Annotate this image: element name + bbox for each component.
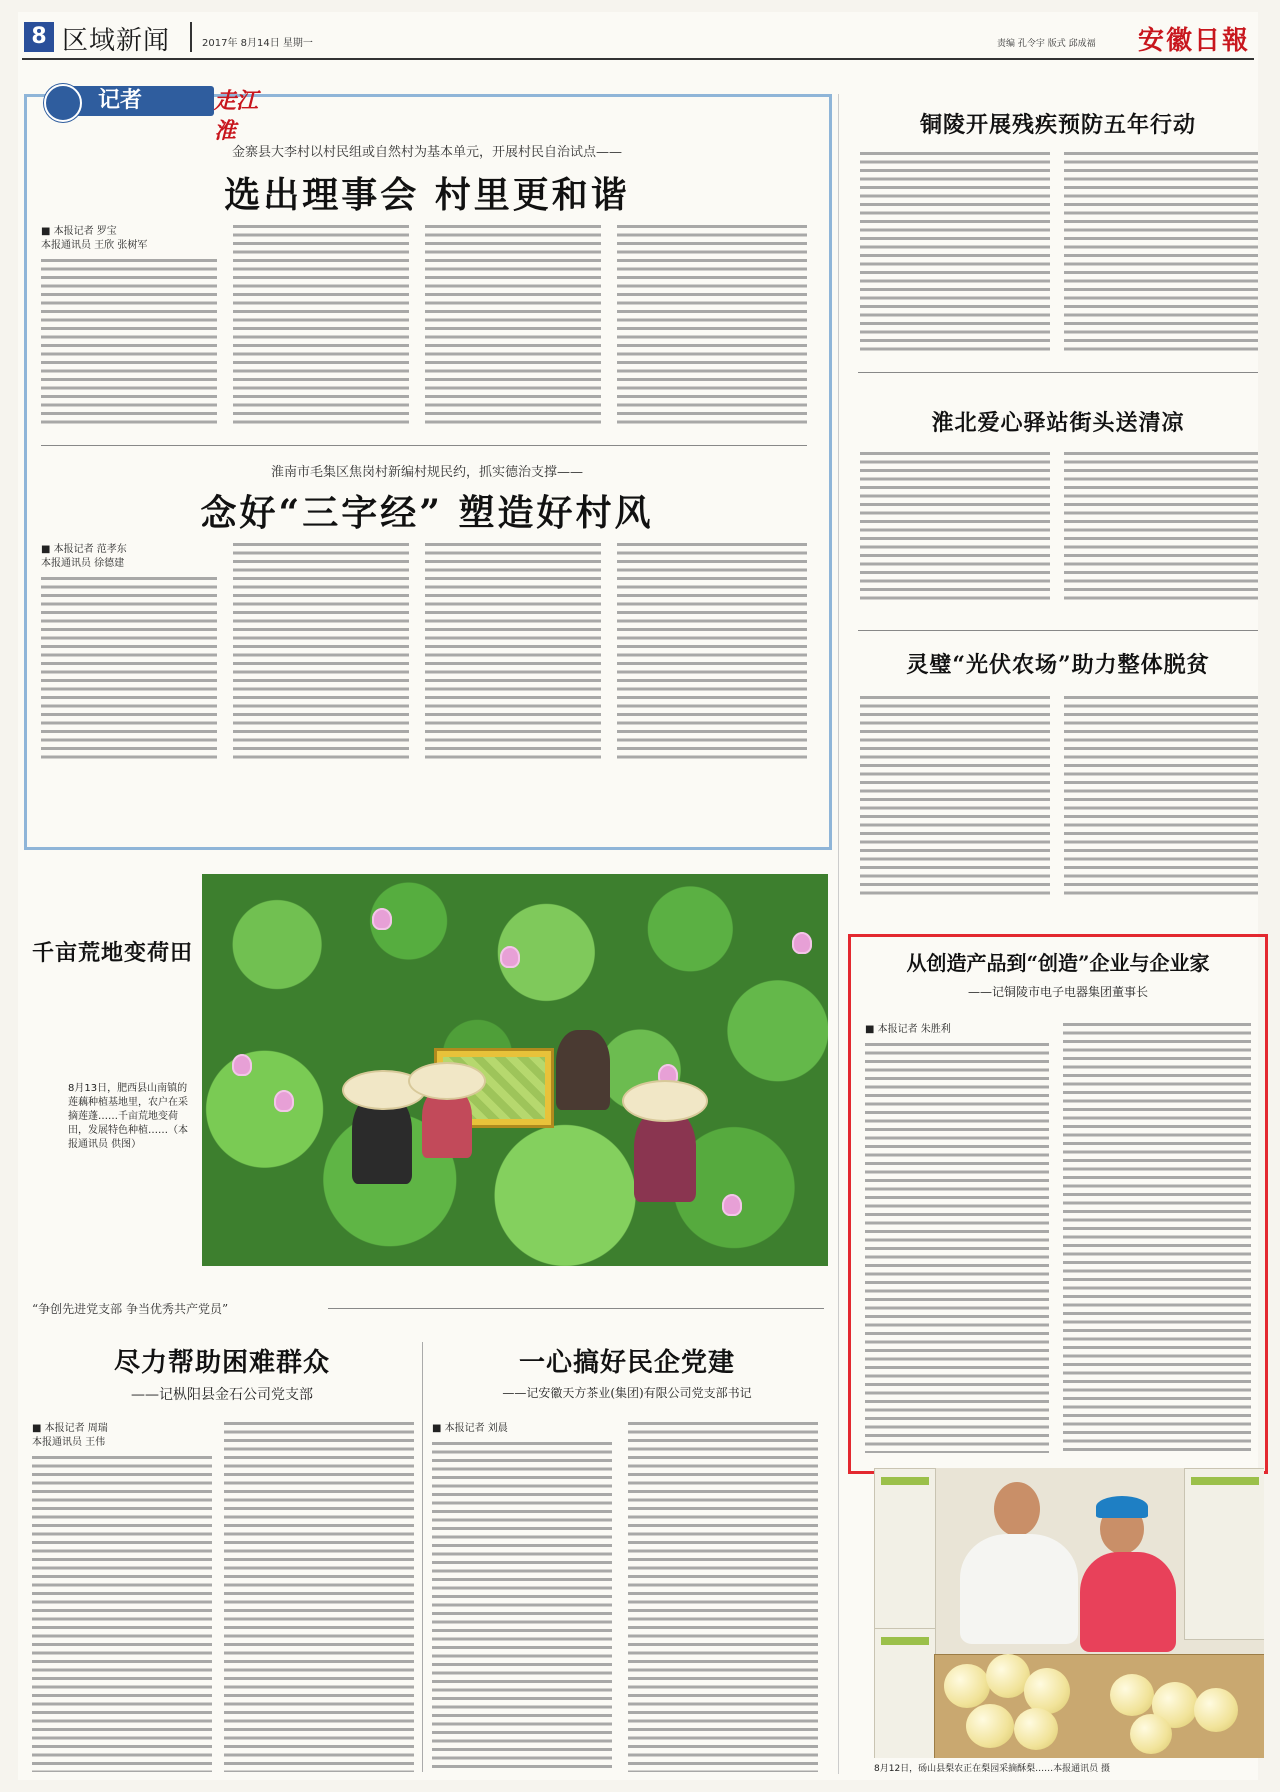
story2-text-col1 [41, 577, 217, 761]
right-story3-headline: 灵璧“光伏农场”助力整体脱贫 [906, 652, 1210, 678]
section-name: 区域新闻 [62, 26, 171, 56]
right-story1-text-col2 [1064, 152, 1258, 352]
bottom-right-text-col2 [628, 1422, 818, 1772]
bottom-left-headline: 尽力帮助困难群众 [113, 1348, 330, 1378]
right-story2-text-col1 [860, 452, 1050, 602]
story1-text-col2 [233, 225, 409, 429]
newspaper-page [18, 12, 1258, 1780]
pear [1024, 1668, 1070, 1714]
date-info: 2017年 8月14日 星期一 [202, 38, 313, 49]
lotus-flower-icon [722, 1194, 742, 1216]
photo1-title: 千亩荒地变荷田 [32, 940, 194, 966]
pear [1130, 1714, 1172, 1754]
story2-text-col4 [617, 543, 807, 761]
lotus-flower-icon [232, 1054, 252, 1076]
pear [966, 1704, 1014, 1748]
right-story1-text-col1 [860, 152, 1050, 352]
highlight-text-col1 [865, 1043, 1049, 1453]
straw-hat-icon [622, 1080, 708, 1122]
story-divider [41, 445, 807, 446]
story2-text-col3 [425, 543, 601, 761]
lotus-flower-icon [274, 1090, 294, 1112]
story1-text-col4 [617, 225, 807, 429]
fruit-box [1184, 1468, 1264, 1640]
lotus-flower-icon [792, 932, 812, 954]
bottom-left-subhead: ——记枞阳县金石公司党支部 [131, 1387, 313, 1403]
highlight-headline: 从创造产品到“创造”企业与企业家 [906, 951, 1210, 975]
fruit-box [874, 1628, 936, 1758]
right-story2-text-col2 [1064, 452, 1258, 602]
farmer-figure [634, 1110, 696, 1202]
masthead [22, 18, 1254, 60]
pear-photo-caption: 8月12日，砀山县梨农正在梨园采摘酥梨……本报通讯员 摄 [874, 1764, 1111, 1774]
feature-box [24, 94, 832, 850]
lotus-flower-icon [372, 908, 392, 930]
fruit-box [874, 1468, 936, 1630]
story2-kicker: 淮南市毛集区焦岗村新编村规民约，抓实德治支撑—— [270, 465, 583, 480]
photo1-caption: 8月13日，肥西县山南镇的莲藕种植基地里，农户在采摘莲蓬……千亩荒地变荷田，发展特色种植……（本报通讯员 供图） [68, 1083, 188, 1150]
series-kicker: “争创先进党支部 争当优秀共产党员” [32, 1302, 229, 1316]
story1-headline: 选出理事会 村里更和谐 [224, 174, 630, 216]
right-story2-headline: 淮北爱心驿站街头送清凉 [931, 410, 1185, 436]
lotus-field-photo [202, 874, 828, 1266]
right-story1-headline: 铜陵开展残疾预防五年行动 [919, 112, 1196, 138]
paper-name: 安徽日報 [1137, 26, 1250, 56]
pear [944, 1664, 990, 1708]
pear [1014, 1708, 1058, 1750]
highlight-text-col2 [1063, 1023, 1251, 1453]
man-figure [960, 1534, 1078, 1644]
story2-text-col2 [233, 543, 409, 761]
bottom-right-byline: ■ 本报记者 刘晨 [432, 1423, 508, 1434]
pear [1110, 1674, 1154, 1716]
bottom-left-text-col1 [32, 1456, 212, 1772]
right-column-divider [838, 94, 839, 1774]
bottom-divider [422, 1342, 423, 1772]
series-rule [328, 1308, 824, 1309]
story1-kicker: 金寨县大李村以村民组或自然村为基本单元，开展村民自治试点—— [231, 145, 622, 160]
story1-byline: ■ 本报记者 罗宝 本报通讯员 王欣 张树军 [41, 226, 148, 251]
story1-text-col1 [41, 259, 217, 429]
story1-text-col3 [425, 225, 601, 429]
story2-headline: 念好“三字经” 塑造好村风 [200, 492, 654, 534]
straw-hat-icon [408, 1062, 486, 1100]
page-number: 8 [24, 22, 54, 52]
camera-icon [44, 84, 82, 122]
column-logo-tail: 走江淮 [214, 88, 259, 144]
story2-byline: ■ 本报记者 范孝东 本报通讯员 徐德建 [41, 544, 127, 569]
right-divider [858, 372, 1258, 373]
bottom-left-text-col2 [224, 1422, 414, 1772]
editor-info: 责编 孔令宇 版式 邱成福 [997, 39, 1096, 49]
woman-figure [1080, 1552, 1176, 1652]
highlight-byline: ■ 本报记者 朱胜利 [865, 1024, 951, 1035]
pear-harvest-photo [874, 1468, 1264, 1758]
highlight-subhead: ——记铜陵市电子电器集团董事长 [967, 985, 1148, 999]
right-story3-text-col2 [1064, 696, 1258, 896]
highlighted-article [848, 934, 1268, 1474]
bottom-right-text-col1 [432, 1442, 612, 1772]
column-logo [44, 80, 270, 144]
column-logo-label: 记者 [64, 86, 214, 116]
lotus-flower-icon [500, 946, 520, 968]
cap-icon [1096, 1496, 1148, 1518]
bottom-left-byline: ■ 本报记者 周瑞 本报通讯员 王伟 [32, 1423, 108, 1448]
bottom-right-subhead: ——记安徽天方茶业(集团)有限公司党支部书记 [502, 1386, 752, 1400]
pear [1194, 1688, 1238, 1732]
man-head [994, 1482, 1040, 1536]
right-divider [858, 630, 1258, 631]
right-story3-text-col1 [860, 696, 1050, 896]
farmer-figure [556, 1030, 610, 1110]
bottom-right-headline: 一心搞好民企党建 [518, 1348, 735, 1378]
header-separator [190, 22, 192, 52]
